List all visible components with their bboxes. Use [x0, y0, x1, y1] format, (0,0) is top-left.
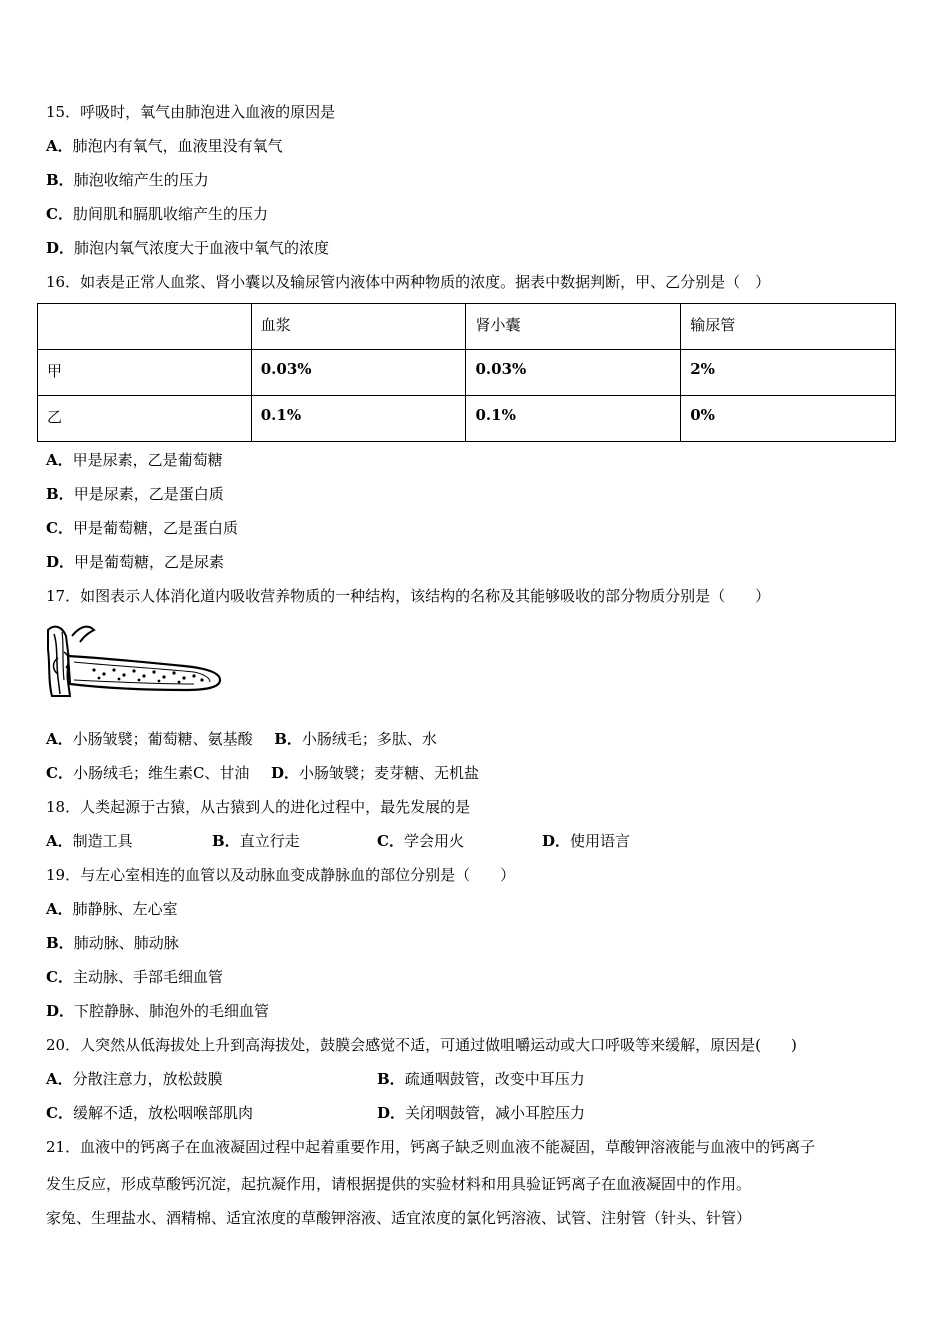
option-key: C．: [46, 519, 73, 537]
q18-option-c: [377, 831, 464, 851]
q20-option-b: [377, 1069, 585, 1089]
option-key: D．: [542, 832, 571, 850]
option-text: 分散注意力，放松鼓膜: [72, 1070, 223, 1088]
table-cell: 2%: [681, 350, 896, 396]
q17-options-row-1: [46, 729, 437, 749]
table-cell: 0.03%: [466, 350, 681, 396]
q16-option-d: [46, 552, 224, 572]
q18-stem: 18．人类起源于古猿，从古猿到人的进化过程中，最先发展的是: [46, 798, 471, 816]
option-text: 主动脉、手部毛细血管: [72, 968, 223, 986]
option-key: D．: [46, 239, 75, 257]
option-key: D．: [46, 1002, 75, 1020]
q17-options-row-2: [46, 763, 479, 783]
table-row: [38, 396, 896, 442]
table-header-ureter: 输尿管: [681, 304, 896, 350]
option-text: 小肠皱襞；麦芽糖、无机盐: [299, 764, 480, 782]
option-key: D．: [271, 764, 300, 782]
option-text: 制造工具: [72, 832, 133, 850]
q20-option-d: [377, 1103, 585, 1123]
option-text: 肺泡内有氧气，血液里没有氧气: [72, 137, 283, 155]
q18-option-d: [542, 831, 630, 851]
option-key: B．: [46, 171, 74, 189]
option-text: 下腔静脉、肺泡外的毛细血管: [74, 1002, 270, 1020]
q18-option-b: [212, 831, 300, 851]
option-text: 甲是葡萄糖，乙是蛋白质: [72, 519, 238, 537]
option-text: 关闭咽鼓管，减小耳腔压力: [405, 1104, 586, 1122]
option-text: 肋间肌和膈肌收缩产生的压力: [72, 205, 268, 223]
q15-option-c: [46, 204, 268, 224]
table-cell: 0%: [681, 396, 896, 442]
q16-option-a: [46, 450, 223, 470]
option-key: C．: [46, 1104, 73, 1122]
q16-table: [37, 303, 896, 442]
table-cell: 0.03%: [251, 350, 466, 396]
option-key: A．: [46, 137, 73, 155]
option-key: B．: [377, 1070, 405, 1088]
option-text: 小肠皱襞；葡萄糖、氨基酸: [72, 730, 253, 748]
table-row-label: 乙: [38, 396, 252, 442]
q19-option-c: [46, 967, 223, 987]
option-text: 肺静脉、左心室: [72, 900, 178, 918]
option-key: C．: [46, 205, 73, 223]
q20-option-a: [46, 1069, 223, 1089]
q20-stem: 20．人突然从低海拔处上升到高海拔处，鼓膜会感觉不适，可通过做咀嚼运动或大口呼吸等来缓解，原因是( ): [46, 1036, 797, 1054]
option-key: C．: [46, 968, 73, 986]
option-text: 使用语言: [570, 832, 631, 850]
option-key: C．: [46, 764, 73, 782]
table-header-capsule: 肾小囊: [466, 304, 681, 350]
q20-option-c: [46, 1103, 253, 1123]
q21-materials: 家兔、生理盐水、酒精棉、适宜浓度的草酸钾溶液、适宜浓度的氯化钙溶液、试管、注射管（针头、针管）: [46, 1209, 752, 1227]
q19-option-d: [46, 1001, 269, 1021]
option-key: D．: [377, 1104, 406, 1122]
option-key: C．: [377, 832, 404, 850]
option-text: 小肠绒毛；多肽、水: [301, 730, 437, 748]
option-text: 疏通咽鼓管，改变中耳压力: [404, 1070, 585, 1088]
option-text: 甲是尿素，乙是蛋白质: [73, 485, 224, 503]
table-cell: 0.1%: [251, 396, 466, 442]
q16-stem: 16．如表是正常人血浆、肾小囊以及输尿管内液体中两种物质的浓度。据表中数据判断，甲、乙分别是（ ）: [46, 273, 771, 291]
q19-option-a: [46, 899, 178, 919]
table-cell: 0.1%: [466, 396, 681, 442]
option-key: A．: [46, 451, 73, 469]
option-key: D．: [46, 553, 75, 571]
option-text: 甲是尿素，乙是葡萄糖: [72, 451, 223, 469]
option-key: B．: [274, 730, 302, 748]
option-key: A．: [46, 1070, 73, 1088]
table-header-row: [38, 304, 896, 350]
q21-line-2: 发生反应，形成草酸钙沉淀，起抗凝作用，请根据提供的实验材料和用具验证钙离子在血液凝固中的作用。: [46, 1175, 752, 1193]
q15-stem: 15．呼吸时，氧气由肺泡进入血液的原因是: [46, 103, 336, 121]
q19-stem: 19．与左心室相连的血管以及动脉血变成静脉血的部位分别是（ ）: [46, 866, 516, 884]
table-row-label: 甲: [38, 350, 252, 396]
q17-stem: 17．如图表示人体消化道内吸收营养物质的一种结构，该结构的名称及其能够吸收的部分物质分别是（ ）: [46, 587, 771, 605]
q18-option-a: [46, 831, 133, 851]
option-text: 直立行走: [239, 832, 300, 850]
option-key: B．: [212, 832, 240, 850]
option-text: 学会用火: [403, 832, 464, 850]
intestinal-villus-figure: [44, 622, 224, 698]
q15-option-a: [46, 136, 283, 156]
option-key: A．: [46, 730, 73, 748]
option-text: 肺泡内氧气浓度大于血液中氧气的浓度: [74, 239, 330, 257]
q15-option-b: [46, 170, 209, 190]
option-key: B．: [46, 485, 74, 503]
option-text: 肺动脉、肺动脉: [73, 934, 179, 952]
table-row: [38, 350, 896, 396]
table-header-plasma: 血浆: [251, 304, 466, 350]
option-text: 小肠绒毛；维生素C、甘油: [72, 764, 250, 782]
option-text: 肺泡收缩产生的压力: [73, 171, 209, 189]
option-text: 缓解不适，放松咽喉部肌肉: [72, 1104, 253, 1122]
q16-option-b: [46, 484, 224, 504]
option-key: A．: [46, 900, 73, 918]
q19-option-b: [46, 933, 179, 953]
q21-line-1: 21．血液中的钙离子在血液凝固过程中起着重要作用，钙离子缺乏则血液不能凝固，草酸钾溶液能与血液中的钙离子: [46, 1138, 816, 1156]
option-text: 甲是葡萄糖，乙是尿素: [74, 553, 225, 571]
table-cell: [38, 304, 252, 350]
option-key: A．: [46, 832, 73, 850]
option-key: B．: [46, 934, 74, 952]
q15-option-d: [46, 238, 329, 258]
q16-option-c: [46, 518, 238, 538]
